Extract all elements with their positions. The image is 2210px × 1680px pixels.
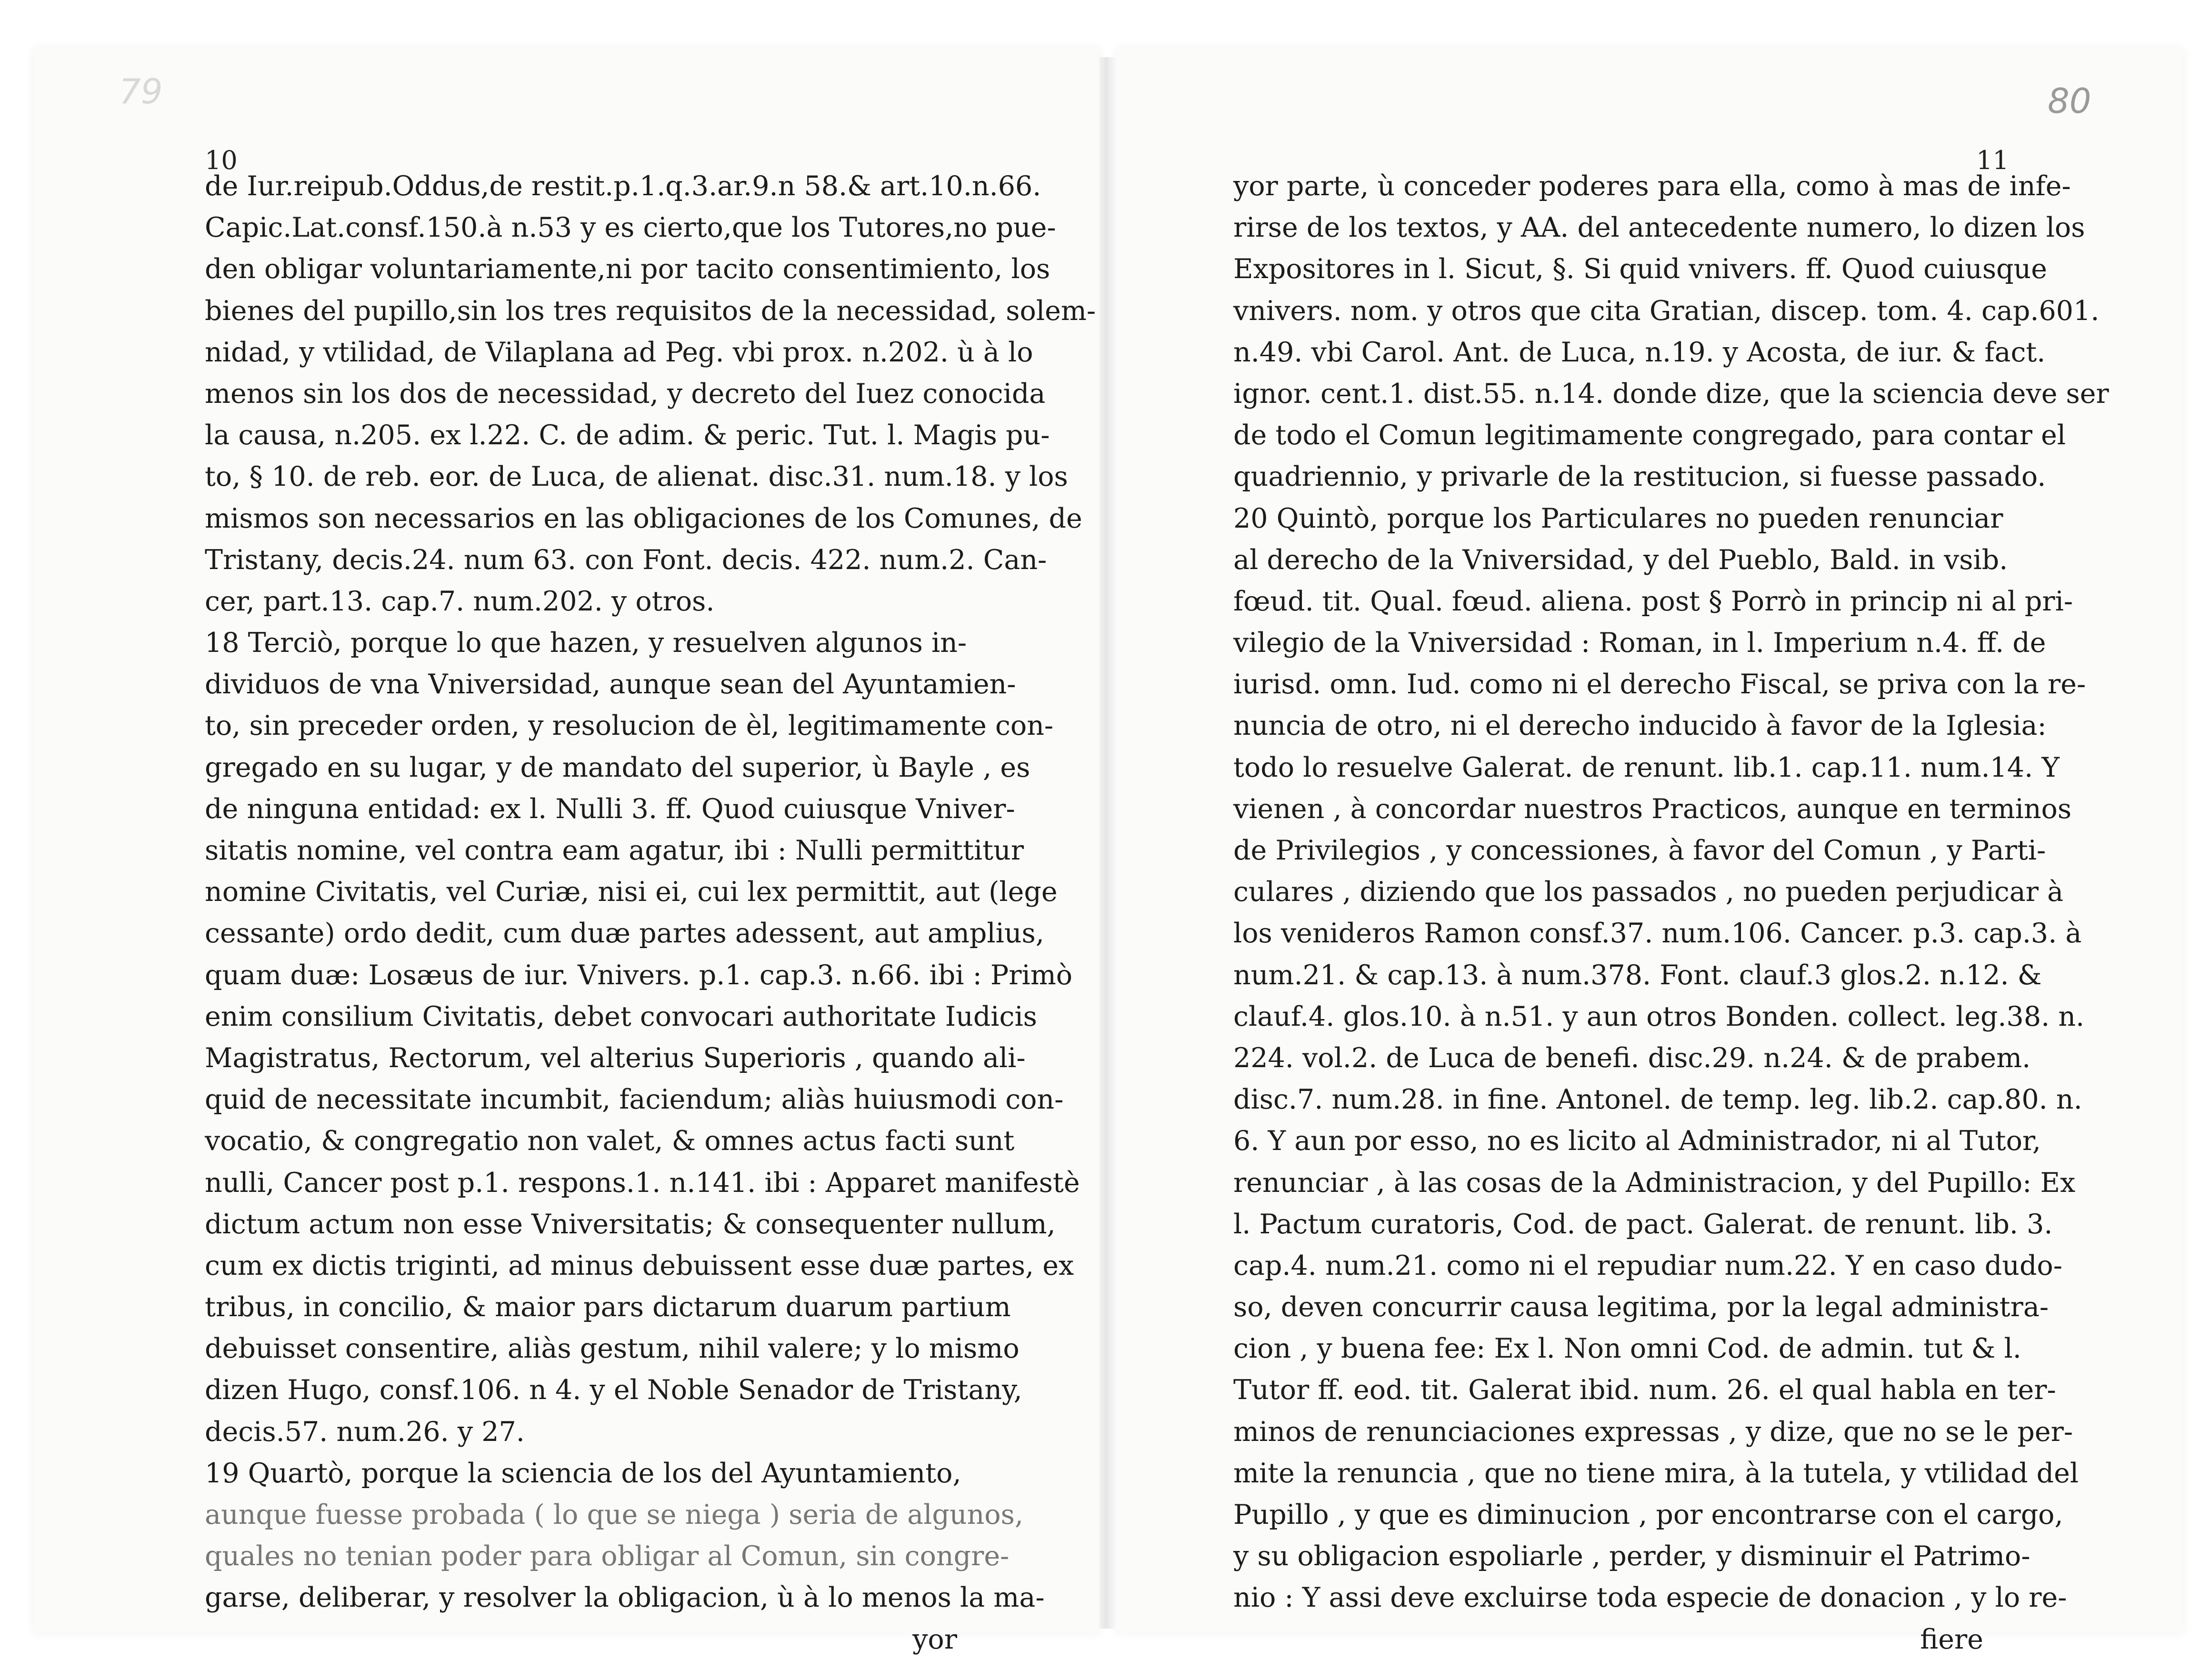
text-line: sitatis nomine, vel contra eam agatur, ibi : Nulli permittitur bbox=[205, 835, 1024, 866]
text-line: Magistratus, Rectorum, vel alterius Superioris , quando ali- bbox=[205, 1042, 1026, 1074]
text-line: bienes del pupillo,sin los tres requisitos de la necessidad, solem- bbox=[205, 295, 1096, 327]
left-page-text bbox=[205, 166, 1096, 1660]
text-line: nidad, y vtilidad, de Vilaplana ad Peg. vbi prox. n.202. ù à lo bbox=[205, 336, 1033, 368]
text-line: 224. vol.2. de Luca de benefi. disc.29. n.24. & de prabem. bbox=[1233, 1042, 2031, 1074]
folio-mark-left: 79 bbox=[119, 71, 163, 111]
text-line: de Iur.reipub.Oddus,de restit.p.1.q.3.ar.9.n 58.& art.10.n.66. bbox=[205, 170, 1041, 202]
text-line: mite la renuncia , que no tiene mira, à la tutela, y vtilidad del bbox=[1233, 1457, 2079, 1489]
text-line: al derecho de la Vniversidad, y del Pueblo, Bald. in vsib. bbox=[1233, 544, 2008, 576]
text-line: y su obligacion espoliarle , perder, y disminuir el Patrimo- bbox=[1233, 1540, 2030, 1572]
text-line: fœud. tit. Qual. fœud. aliena. post § Porrò in princip ni al pri- bbox=[1233, 585, 2073, 617]
text-line: de todo el Comun legitimamente congregado, para contar el bbox=[1233, 420, 2066, 451]
text-line: quadriennio, y privarle de la restitucion, si fuesse passado. bbox=[1233, 461, 2046, 493]
text-line: nulli, Cancer post p.1. respons.1. n.141. ibi : Apparet manifestè bbox=[205, 1167, 1080, 1199]
text-line: vocatio, & congregatio non valet, & omnes actus facti sunt bbox=[205, 1125, 1015, 1157]
text-line: de Privilegios , y concessiones, à favor del Comun , y Parti- bbox=[1233, 835, 2046, 866]
text-line: nuncia de otro, ni el derecho inducido à favor de la Iglesia: bbox=[1233, 710, 2047, 742]
text-line: Expositores in l. Sicut, §. Si quid vnivers. ff. Quod cuiusque bbox=[1233, 253, 2047, 285]
text-line: todo lo resuelve Galerat. de renunt. lib.1. cap.11. num.14. Y bbox=[1233, 751, 2060, 783]
text-line: Tutor ff. eod. tit. Galerat ibid. num. 26. el qual habla en ter- bbox=[1233, 1374, 2056, 1406]
text-line: 6. Y aun por esso, no es licito al Administrador, ni al Tutor, bbox=[1233, 1125, 2041, 1157]
text-line: nomine Civitatis, vel Curiæ, nisi ei, cui lex permittit, aut (lege bbox=[205, 876, 1058, 908]
text-line: dividuos de vna Vniversidad, aunque sean del Ayuntamien- bbox=[205, 669, 1016, 700]
page-number-right: 11 bbox=[1976, 145, 2009, 175]
text-line: Pupillo , y que es diminucion , por encontrarse con el cargo, bbox=[1233, 1499, 2063, 1530]
text-line: l. Pactum curatoris, Cod. de pact. Galerat. de renunt. lib. 3. bbox=[1233, 1208, 2053, 1240]
text-line: 19 Quartò, porque la sciencia de los del Ayuntamiento, bbox=[205, 1457, 961, 1489]
text-line: so, deven concurrir causa legitima, por la legal administra- bbox=[1233, 1291, 2049, 1323]
text-line: mismos son necessarios en las obligaciones de los Comunes, de bbox=[205, 502, 1082, 534]
text-line: los venideros Ramon consf.37. num.106. Cancer. p.3. cap.3. à bbox=[1233, 918, 2082, 950]
text-line: to, sin preceder orden, y resolucion de èl, legitimamente con- bbox=[205, 710, 1054, 742]
catchword-right: fiere bbox=[1920, 1623, 1983, 1655]
folio-mark-right: 80 bbox=[2048, 81, 2091, 121]
text-line: tribus, in concilio, & maior pars dictarum duarum partium bbox=[205, 1291, 1011, 1323]
text-line: cessante) ordo dedit, cum duæ partes adessent, aut amplius, bbox=[205, 918, 1044, 950]
text-line: debuisset consentire, aliàs gestum, nihil valere; y lo mismo bbox=[205, 1333, 1020, 1365]
text-line: renunciar , à las cosas de la Administracion, y del Pupillo: Ex bbox=[1233, 1167, 2076, 1199]
text-line: cum ex dictis triginti, ad minus debuissent esse duæ partes, ex bbox=[205, 1250, 1074, 1281]
text-line: rirse de los textos, y AA. del antecedente numero, lo dizen los bbox=[1233, 212, 2085, 244]
text-line: la causa, n.205. ex l.22. C. de adim. & peric. Tut. l. Magis pu- bbox=[205, 420, 1050, 451]
text-line: dizen Hugo, consf.106. n 4. y el Noble Senador de Tristany, bbox=[205, 1374, 1022, 1406]
text-line: menos sin los dos de necessidad, y decreto del Iuez conocida bbox=[205, 378, 1046, 410]
text-line: cer, part.13. cap.7. num.202. y otros. bbox=[205, 585, 715, 617]
text-line: minos de renunciaciones expressas , y dize, que no se le per- bbox=[1233, 1416, 2073, 1448]
text-line: 18 Terciò, porque lo que hazen, y resuelven algunos in- bbox=[205, 627, 967, 659]
text-line: vienen , à concordar nuestros Practicos, aunque en terminos bbox=[1233, 793, 2072, 825]
right-page-text bbox=[1233, 166, 2109, 1660]
text-line: cap.4. num.21. como ni el repudiar num.22. Y en caso dudo- bbox=[1233, 1250, 2063, 1281]
text-line: to, § 10. de reb. eor. de Luca, de alienat. disc.31. num.18. y los bbox=[205, 461, 1068, 493]
text-line: culares , diziendo que los passados , no pueden perjudicar à bbox=[1233, 876, 2064, 908]
text-line: quales no tenian poder para obligar al Comun, sin congre- bbox=[205, 1540, 1010, 1572]
text-line: nio : Y assi deve excluirse toda especie de donacion , y lo re- bbox=[1233, 1582, 2067, 1614]
text-line: decis.57. num.26. y 27. bbox=[205, 1416, 525, 1448]
text-line: den obligar voluntariamente,ni por tacito consentimiento, los bbox=[205, 253, 1050, 285]
text-line: aunque fuesse probada ( lo que se niega ) seria de algunos, bbox=[205, 1499, 1023, 1530]
page-number-left: 10 bbox=[205, 145, 238, 175]
text-line: num.21. & cap.13. à num.378. Font. clauf.3 glos.2. n.12. & bbox=[1233, 959, 2042, 991]
text-line: disc.7. num.28. in fine. Antonel. de temp. leg. lib.2. cap.80. n. bbox=[1233, 1084, 2082, 1116]
text-line: quid de necessitate incumbit, faciendum; aliàs huiusmodi con- bbox=[205, 1084, 1064, 1116]
text-line: 20 Quintò, porque los Particulares no pueden renunciar bbox=[1233, 502, 2003, 534]
catchword-left: yor bbox=[912, 1623, 957, 1655]
text-line: enim consilium Civitatis, debet convocari authoritate Iudicis bbox=[205, 1000, 1037, 1032]
text-line: ignor. cent.1. dist.55. n.14. donde dize, que la sciencia deve ser bbox=[1233, 378, 2109, 410]
text-line: garse, deliberar, y resolver la obligacion, ù à lo menos la ma- bbox=[205, 1582, 1045, 1614]
text-line: iurisd. omn. Iud. como ni el derecho Fiscal, se priva con la re- bbox=[1233, 669, 2086, 700]
book-gutter bbox=[1098, 57, 1115, 1629]
text-line: Capic.Lat.consf.150.à n.53 y es cierto,que los Tutores,no pue- bbox=[205, 212, 1056, 244]
text-line: vilegio de la Vniversidad : Roman, in l. Imperium n.4. ff. de bbox=[1233, 627, 2046, 659]
text-line: n.49. vbi Carol. Ant. de Luca, n.19. y Acosta, de iur. & fact. bbox=[1233, 336, 2046, 368]
text-line: cion , y buena fee: Ex l. Non omni Cod. de admin. tut & l. bbox=[1233, 1333, 2021, 1365]
text-line: gregado en su lugar, y de mandato del superior, ù Bayle , es bbox=[205, 751, 1030, 783]
text-line: yor parte, ù conceder poderes para ella, como à mas de infe- bbox=[1233, 170, 2071, 202]
text-line: clauf.4. glos.10. à n.51. y aun otros Bonden. collect. leg.38. n. bbox=[1233, 1000, 2085, 1032]
text-line: Tristany, decis.24. num 63. con Font. decis. 422. num.2. Can- bbox=[205, 544, 1047, 576]
text-line: de ninguna entidad: ex l. Nulli 3. ff. Quod cuiusque Vniver- bbox=[205, 793, 1015, 825]
text-line: quam duæ: Losæus de iur. Vnivers. p.1. cap.3. n.66. ibi : Primò bbox=[205, 959, 1073, 991]
text-line: vnivers. nom. y otros que cita Gratian, discep. tom. 4. cap.601. bbox=[1233, 295, 2100, 327]
text-line: dictum actum non esse Vniversitatis; & consequenter nullum, bbox=[205, 1208, 1056, 1240]
